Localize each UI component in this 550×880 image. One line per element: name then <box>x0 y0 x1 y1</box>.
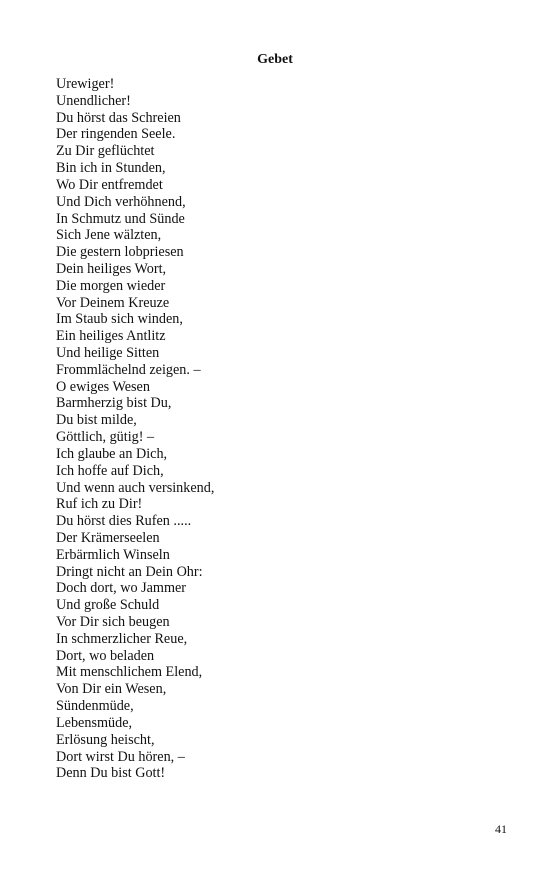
poem-line: Und Dich verhöhnend, <box>56 193 186 210</box>
poem-line: Lebensmüde, <box>56 714 133 731</box>
poem-line: Erlösung heischt, <box>56 731 155 748</box>
page-number: 41 <box>495 822 507 836</box>
poem-line: Und wenn auch versinkend, <box>56 479 215 496</box>
poem-line: Ruf ich zu Dir! <box>56 496 143 513</box>
poem-line: Der Krämerseelen <box>56 529 160 546</box>
poem-line: Dein heiliges Wort, <box>56 260 167 277</box>
poem-line: In schmerzlicher Reue, <box>56 630 188 647</box>
poem-line: Du bist milde, <box>56 412 137 429</box>
poem-line: Erbärmlich Winseln <box>56 546 170 563</box>
poem-line: Du hörst das Schreien <box>56 109 181 126</box>
poem-title: Gebet <box>257 52 293 67</box>
poem-line: Die morgen wieder <box>56 277 166 294</box>
poem-line: Wo Dir entfremdet <box>56 176 163 193</box>
poem-line: Und heilige Sitten <box>56 345 160 361</box>
poem-line: Zu Dir geflüchtet <box>56 143 155 160</box>
poem-line: Sündenmüde, <box>56 698 134 715</box>
poem-line: Unendlicher! <box>56 92 131 109</box>
poem-line: Urewiger! <box>56 76 115 92</box>
poem-body <box>56 76 516 782</box>
poem-line: Von Dir ein Wesen, <box>56 681 167 698</box>
poem-line: Mit menschlichem Elend, <box>56 664 203 681</box>
poem-line: Ich hoffe auf Dich, <box>56 462 164 479</box>
poem-line: Die gestern lobpriesen <box>56 244 184 261</box>
poem-line: Göttlich, gütig! – <box>56 429 155 446</box>
poem-line: Barmherzig bist Du, <box>56 395 172 412</box>
poem-line: Ein heiliges Antlitz <box>56 328 166 345</box>
poem-line: Bin ich in Stunden, <box>56 160 166 177</box>
poem-line: Dort wirst Du hören, – <box>56 748 185 765</box>
poem-line: Und große Schuld <box>56 597 160 614</box>
poem-line: Vor Dir sich beugen <box>56 614 170 630</box>
poem-line: Vor Deinem Kreuze <box>56 294 170 311</box>
poem-line: Du hörst dies Rufen ..... <box>56 513 192 530</box>
poem-line: In Schmutz und Sünde <box>56 210 185 227</box>
poem-line: Der ringenden Seele. <box>56 126 176 143</box>
poem-line: Dort, wo beladen <box>56 647 155 664</box>
poem-line: Denn Du bist Gott! <box>56 765 166 782</box>
poem-line: Sich Jene wälzten, <box>56 227 162 244</box>
poem-line: Dringt nicht an Dein Ohr: <box>56 563 203 580</box>
poem-line: O ewiges Wesen <box>56 378 150 395</box>
poem-line: Ich glaube an Dich, <box>56 445 168 462</box>
poem-line: Frommlächelnd zeigen. – <box>56 361 201 378</box>
poem-line: Im Staub sich winden, <box>56 311 183 328</box>
poem-line: Doch dort, wo Jammer <box>56 580 187 597</box>
